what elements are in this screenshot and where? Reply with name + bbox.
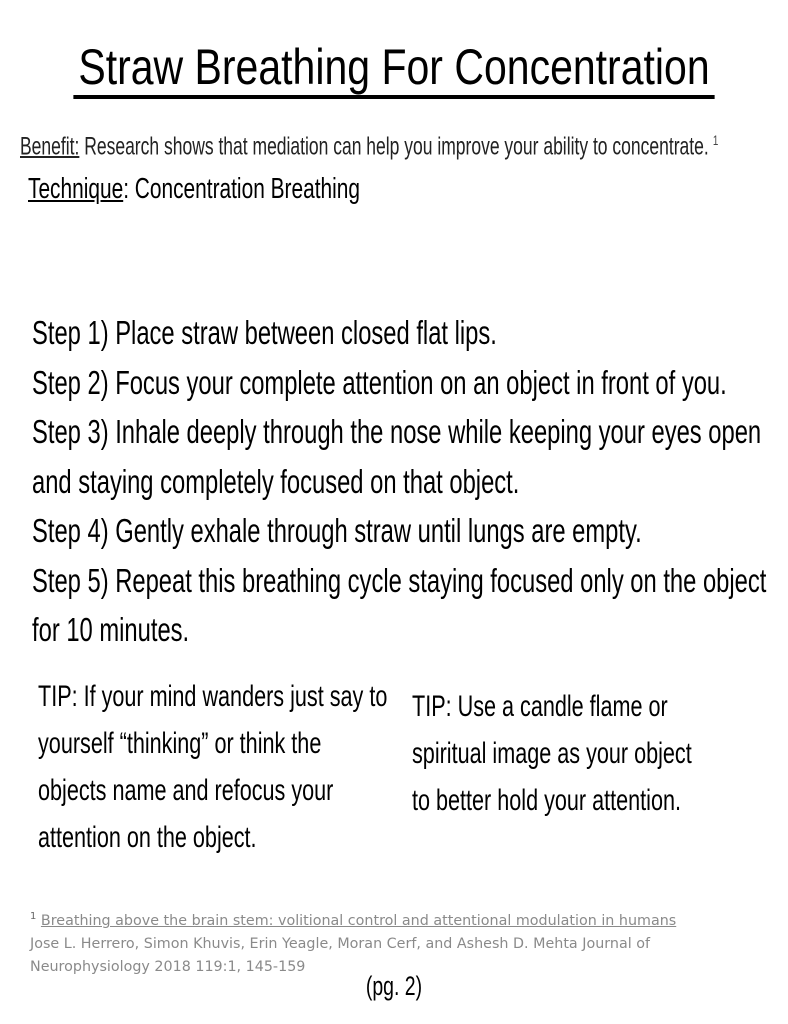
tip-right (412, 683, 692, 824)
page-number: (pg. 2) (365, 971, 423, 1001)
tip-left-line: yourself “thinking” or think the (38, 727, 322, 760)
tip-right-line: spiritual image as your object (412, 737, 692, 770)
tip-left-line: attention on the object. (38, 821, 257, 854)
benefit-label: Benefit: (20, 132, 80, 161)
step-line: Step 3) Inhale deeply through the nose while keeping your eyes open (32, 413, 762, 450)
tip-left (38, 673, 387, 861)
technique-text: : Concentration Breathing (123, 173, 360, 205)
footnote-citation: Jose L. Herrero, Simon Khuvis, Erin Yeagle, Moran Cerf, and Ashesh D. Mehta Journal of Neurophysiology 2018 119:1, 145-159 (30, 935, 651, 975)
step-line: for 10 minutes. (32, 611, 190, 648)
technique-line (28, 170, 360, 208)
tip-right-line: to better hold your attention. (412, 784, 681, 817)
benefit-line (20, 123, 718, 163)
footnote-link[interactable]: Breathing above the brain stem: volitional control and attentional modulation in humans (40, 912, 677, 929)
step-line: Step 1) Place straw between closed flat lips. (32, 314, 497, 351)
step-line: Step 5) Repeat this breathing cycle staying focused only on the object (32, 561, 767, 599)
tip-left-line: TIP: If your mind wanders just say to (38, 680, 388, 713)
technique-label: Technique (28, 173, 124, 205)
step-line: Step 2) Focus your complete attention on an object in front of you. (32, 363, 727, 401)
tip-right-line: TIP: Use a candle flame or (412, 690, 668, 723)
step-line: and staying completely focused on that object. (32, 462, 520, 500)
page-title (71, 30, 717, 104)
tip-left-line: objects name and refocus your (38, 774, 334, 807)
steps-list (32, 308, 767, 655)
footnote-marker: 1 (30, 911, 37, 922)
benefit-footnote-marker[interactable]: 1 (712, 132, 719, 148)
page-title-text: Straw Breathing For Concentration (73, 39, 714, 99)
step-line: Step 4) Gently exhale through straw until lungs are empty. (32, 512, 642, 549)
benefit-text: Research shows that mediation can help you improve your ability to concentrate. (84, 132, 709, 161)
